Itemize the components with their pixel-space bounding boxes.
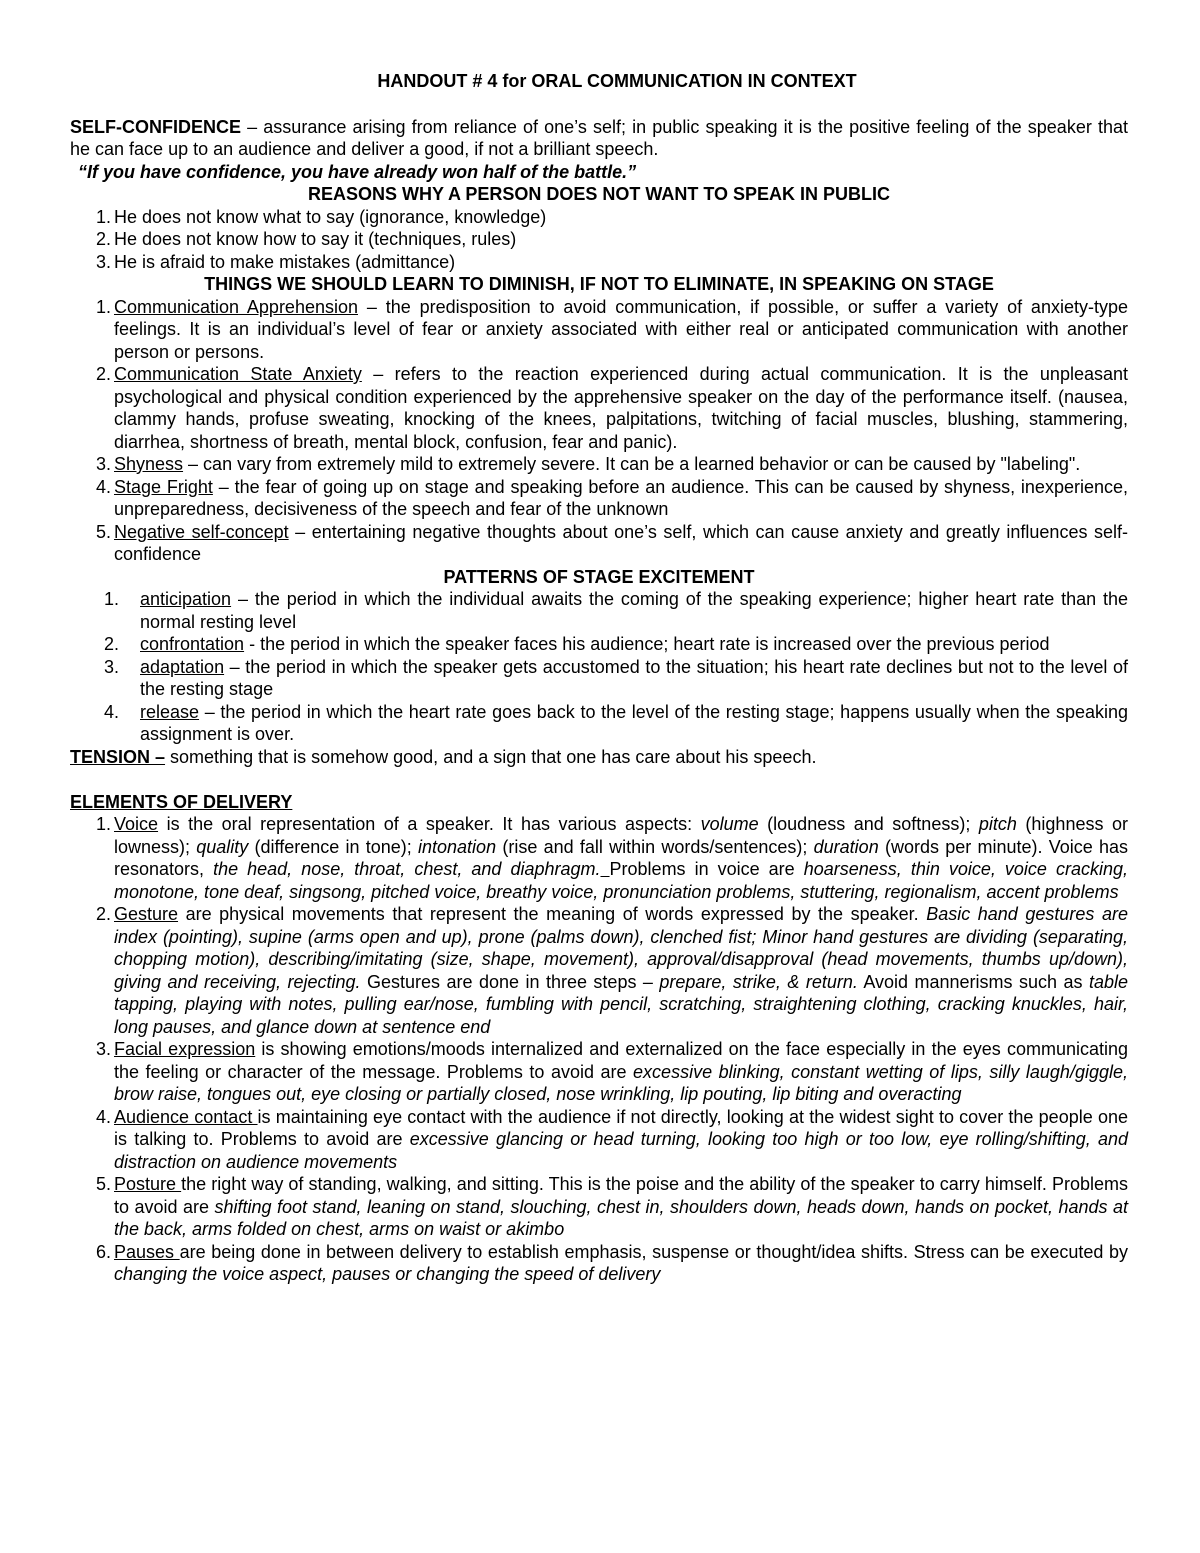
item-term: Gesture xyxy=(114,904,179,924)
element-audience-contact xyxy=(70,1106,1128,1174)
item-italic: pitch xyxy=(978,814,1017,834)
item-italic: hoarseness, thin voice, voice cracking, monotone, tone deaf, singsong, pitched voice, breathy voice, pronunciation problems, stuttering, regionalism, accent problems xyxy=(114,859,1129,902)
list-item xyxy=(70,206,1128,229)
item-italic: intonation xyxy=(418,836,497,857)
self-confidence-text: – assurance arising from reliance of one’s self; in public speaking it is the positive feeling of the speaker that he can face up to an audience and deliver a good, if not a brilliant speech. xyxy=(70,116,1128,159)
reasons-heading: REASONS WHY A PERSON DOES NOT WANT TO SPEAK IN PUBLIC xyxy=(307,184,891,204)
element-pauses xyxy=(70,1241,1128,1286)
item-number: 6. xyxy=(96,1241,112,1262)
item-text: He is afraid to make mistakes (admittance) xyxy=(114,251,456,272)
item-underline-space xyxy=(601,859,610,879)
item-italic: the head, nose, throat, chest, and diaphragm. xyxy=(213,859,601,879)
item-number: 3. xyxy=(96,1039,112,1059)
list-item xyxy=(70,453,1128,476)
item-number: 1. xyxy=(96,206,112,227)
list-item xyxy=(70,476,1128,521)
confidence-quote: “If you have confidence, you have already won half of the battle.” xyxy=(78,161,637,182)
list-item xyxy=(70,251,1128,274)
item-text: – refers to the reaction experienced during actual communication. It is the unpleasant psychological and physical condition experienced by the apprehensive speaker on the day of the performance itself. (nausea, clammy hands, profuse sweating, knocking of the knees, palpitations, twitching of facial muscles, blushing, stammering, diarrhea, shortness of breath, mental block, confusion, fear and panic). xyxy=(114,364,1128,452)
item-text: Gestures are done in three steps – xyxy=(360,971,660,992)
item-italic: changing the voice aspect, pauses or changing the speed of delivery xyxy=(114,1264,661,1284)
item-italic: Basic hand gestures are index (pointing), supine (arms open and up), prone (palms down), clenched fist; Minor hand gestures are dividing (separating, chopping motion), describing/imitating (size, shape, movement), approval/disapproval (head movements, thumbs up/down), giving and receiving, rejecting. xyxy=(114,904,1128,992)
elements-list xyxy=(70,813,1128,1286)
item-text: – the predisposition to avoid communication, if possible, or suffer a variety of anxiety-type feelings. It is an individual’s level of fear or anxiety associated with either real or anticipated communication with another person or persons. xyxy=(114,296,1128,362)
item-number: 1. xyxy=(96,296,112,317)
item-italic: table tapping, playing with notes, pulling ear/nose, fumbling with pencil, scratching, straightening clothing, cracking knuckles, hair, long pauses, and glance down at sentence end xyxy=(114,971,1128,1037)
item-text: are physical movements that represent the meaning of words expressed by the speaker. xyxy=(178,904,927,924)
item-text: - the period in which the speaker faces his audience; heart rate is increased over the previous period xyxy=(244,634,1050,654)
item-italic: shifting foot stand, leaning on stand, slouching, chest in, shoulders down, heads down, hands on pocket, hands at the back, arms folded on chest, arms on waist or akimbo xyxy=(114,1196,1129,1239)
reasons-list xyxy=(70,206,1128,274)
item-italic: prepare, strike, & return. xyxy=(659,971,858,992)
item-italic: excessive glancing or head turning, looking too high or too low, eye rolling/shifting, and distraction on audience movements xyxy=(114,1129,1128,1172)
handout-title: HANDOUT # 4 for ORAL COMMUNICATION IN CONTEXT xyxy=(377,71,857,91)
item-number: 3. xyxy=(96,251,112,272)
item-term: Voice xyxy=(114,814,159,834)
item-number: 2. xyxy=(104,634,120,654)
item-text: (highness or lowness); xyxy=(114,814,1128,857)
item-text: is the oral representation of a speaker. It has various aspects: xyxy=(158,814,701,834)
item-term: confrontation xyxy=(140,634,245,654)
item-number: 3. xyxy=(96,454,112,474)
list-item xyxy=(70,228,1128,251)
item-term: release xyxy=(140,701,200,722)
item-term: anticipation xyxy=(140,589,232,609)
element-gesture xyxy=(70,903,1128,1038)
item-term: Negative self-concept xyxy=(114,521,289,542)
item-italic: duration xyxy=(813,836,879,857)
things-list xyxy=(70,296,1128,566)
item-term: adaptation xyxy=(140,656,225,677)
item-text: are being done in between delivery to establish emphasis, suspense or thought/idea shifts. Stress can be executed by xyxy=(179,1241,1128,1262)
item-text: (words per minute). Voice has resonators, xyxy=(114,836,1129,879)
list-item xyxy=(70,521,1128,566)
item-italic: volume xyxy=(700,814,759,834)
item-number: 4. xyxy=(96,476,112,497)
things-heading: THINGS WE SHOULD LEARN TO DIMINISH, IF NOT TO ELIMINATE, IN SPEAKING ON STAGE xyxy=(204,274,994,294)
item-text: – entertaining negative thoughts about one’s self, which can cause anxiety and greatly influences self-confidence xyxy=(114,521,1129,564)
element-facial-expression xyxy=(70,1038,1128,1106)
item-number: 1. xyxy=(104,589,120,609)
item-number: 2. xyxy=(96,229,112,249)
item-term: Stage Fright xyxy=(114,476,213,497)
item-italic: quality xyxy=(196,836,249,857)
list-item xyxy=(70,588,1128,633)
list-item xyxy=(70,701,1128,746)
item-number: 2. xyxy=(96,364,112,384)
item-text: Problems in voice are xyxy=(609,859,804,879)
item-italic: excessive blinking, constant wetting of lips, silly laugh/giggle, brow raise, tongues out, eye closing or partially closed, nose wrinkling, lip pouting, lip biting and overacting xyxy=(114,1061,1128,1104)
item-text: (rise and fall within words/sentences); xyxy=(496,836,814,857)
item-text: is showing emotions/moods internalized and externalized on the face especially in the eyes communicating the feeling or character of the message. Problems to avoid are xyxy=(114,1039,1129,1082)
item-term: Shyness xyxy=(114,454,184,474)
item-term: Facial expression xyxy=(114,1039,256,1059)
item-text: Avoid mannerisms such as xyxy=(857,971,1089,992)
item-number: 3. xyxy=(104,656,120,677)
item-term: Communication Apprehension xyxy=(114,296,358,317)
item-number: 5. xyxy=(96,1174,112,1194)
element-voice xyxy=(70,813,1128,903)
item-term: Posture xyxy=(114,1174,182,1194)
item-text: – the period in which the heart rate goes back to the level of the resting stage; happens usually when the speaking assignment is over. xyxy=(140,701,1128,744)
elements-heading: ELEMENTS OF DELIVERY xyxy=(70,791,293,812)
element-posture xyxy=(70,1173,1128,1241)
self-confidence-definition xyxy=(70,116,1128,161)
item-term: Audience contact xyxy=(114,1106,258,1127)
spacer xyxy=(70,768,1128,791)
tension-definition xyxy=(70,746,1128,769)
tension-term: TENSION – xyxy=(70,746,166,767)
item-text: is maintaining eye contact with the audience if not directly, looking at the widest sight to cover the people one is talking to. Problems to avoid are xyxy=(114,1106,1128,1149)
self-confidence-term: SELF-CONFIDENCE xyxy=(70,116,241,137)
item-term: Communication State Anxiety xyxy=(114,364,362,384)
item-number: 1. xyxy=(96,814,112,834)
item-number: 4. xyxy=(96,1106,112,1127)
list-item xyxy=(70,633,1128,656)
item-text: (loudness and softness); xyxy=(758,814,979,834)
item-number: 5. xyxy=(96,521,112,542)
patterns-list xyxy=(70,588,1128,746)
item-text: the right way of standing, walking, and sitting. This is the poise and the ability of the speaker to carry himself. Problems to avoid are xyxy=(114,1174,1128,1217)
list-item xyxy=(70,656,1128,701)
item-text: He does not know what to say (ignorance, knowledge) xyxy=(114,206,547,227)
item-text: (difference in tone); xyxy=(248,836,419,857)
item-text: – the fear of going up on stage and speaking before an audience. This can be caused by shyness, inexperience, unpreparedness, decisiveness of the speech and fear of the unknown xyxy=(114,476,1128,519)
list-item xyxy=(70,296,1128,364)
item-number: 2. xyxy=(96,904,112,924)
tension-text: something that is somehow good, and a sign that one has care about his speech. xyxy=(165,746,817,767)
list-item xyxy=(70,363,1128,453)
item-text: – the period in which the speaker gets accustomed to the situation; his heart rate declines but not to the level of the resting stage xyxy=(140,656,1128,699)
item-term: Pauses xyxy=(114,1241,180,1262)
item-text: He does not know how to say it (techniques, rules) xyxy=(114,229,517,249)
item-text: – can vary from extremely mild to extremely severe. It can be a learned behavior or can be caused by "labeling". xyxy=(183,454,1081,474)
item-text: – the period in which the individual awaits the coming of the speaking experience; higher heart rate than the normal resting level xyxy=(140,589,1128,632)
patterns-heading: PATTERNS OF STAGE EXCITEMENT xyxy=(443,566,755,587)
item-number: 4. xyxy=(104,701,120,722)
